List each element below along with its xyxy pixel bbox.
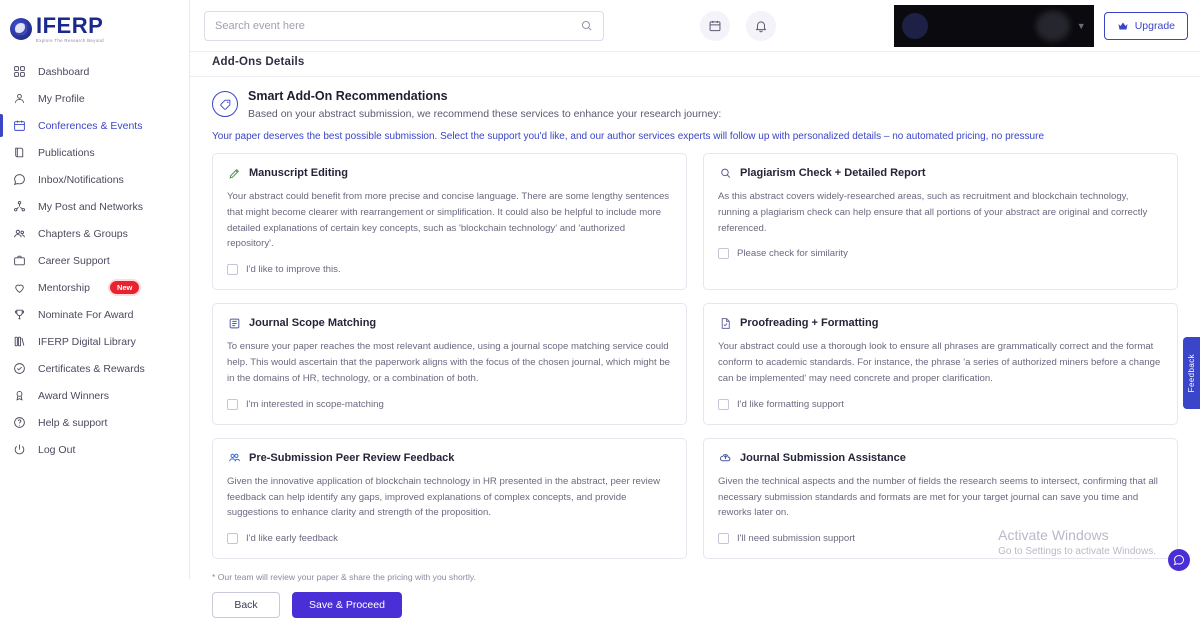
mentor-icon: [12, 281, 26, 295]
sidebar-item-publications[interactable]: [0, 139, 189, 166]
sidebar-item-my-profile[interactable]: [0, 85, 189, 112]
sidebar-item-label: Inbox/Notifications: [38, 173, 124, 186]
card-title: Journal Submission Assistance: [740, 451, 906, 464]
checkbox-icon[interactable]: [227, 264, 238, 275]
section-header: [190, 52, 1200, 77]
upload-cloud-icon: [718, 451, 732, 465]
addon-card-plagiarism-check[interactable]: [703, 153, 1178, 290]
briefcase-icon: [12, 254, 26, 268]
sidebar-item-mentorship[interactable]: [0, 274, 189, 301]
sidebar-item-label: Dashboard: [38, 65, 90, 78]
smart-recommendations-header: [212, 89, 1178, 120]
tag-icon: [212, 91, 238, 117]
recommendations-panel: [190, 77, 1200, 618]
sidebar-item-certificates-rewards[interactable]: [0, 355, 189, 382]
card-title: Plagiarism Check + Detailed Report: [740, 167, 926, 179]
card-checkbox-row[interactable]: [718, 399, 1163, 410]
card-title: Pre-Submission Peer Review Feedback: [249, 451, 455, 464]
form-actions: [212, 592, 1178, 618]
checkbox-icon[interactable]: [718, 533, 729, 544]
sidebar-item-label: Log Out: [38, 443, 76, 456]
sidebar-item-label: Mentorship: [38, 281, 90, 294]
card-checkbox-row[interactable]: [718, 248, 1163, 259]
card-description: Given the innovative application of blockchain technology in HR presented in the abstract, peer review feedback can help identify any gaps, improved explanations of complex concepts, and provide suggestions to enhance clarity and strength of the proposition.: [227, 475, 661, 519]
sidebar-item-label: Conferences & Events: [38, 119, 143, 132]
status-badge: New: [108, 279, 141, 296]
sidebar-item-log-out[interactable]: [0, 436, 189, 463]
sidebar-item-label: Career Support: [38, 254, 110, 267]
addon-card-proofreading-formatting[interactable]: [703, 303, 1178, 424]
certificate-icon: [12, 362, 26, 376]
upgrade-button[interactable]: [1104, 12, 1188, 40]
search-input[interactable]: [215, 20, 580, 32]
checkbox-label: I'm interested in scope-matching: [246, 398, 384, 410]
sidebar-item-dashboard[interactable]: [0, 58, 189, 85]
addon-card-journal-submission-assistance[interactable]: [703, 438, 1178, 559]
sidebar-item-nominate-for-award[interactable]: [0, 301, 189, 328]
brand-name: IFERP: [36, 12, 104, 38]
avatar-blur: [1036, 11, 1070, 41]
checkbox-label: I'd like formatting support: [737, 398, 844, 410]
sidebar-item-help-support[interactable]: [0, 409, 189, 436]
calendar-events-icon: [12, 119, 26, 133]
card-description: As this abstract covers widely-researched areas, such as recruitment and blockchain technology, running a plagiarism check can help ensure that all portions of your abstract are original and correctly referenced.: [718, 191, 1148, 234]
avatar: [902, 13, 928, 39]
card-title: Proofreading + Formatting: [740, 317, 879, 330]
smart-subtitle: Based on your abstract submission, we recommend these services to enhance your research journey:: [248, 108, 722, 120]
logo-globe-icon: [10, 18, 32, 40]
groups-icon: [12, 227, 26, 241]
brand-logo[interactable]: [0, 0, 189, 52]
sidebar-item-label: Help & support: [38, 416, 108, 429]
pricing-footnote: * Our team will review your paper & share the pricing with you shortly.: [212, 572, 476, 583]
user-icon: [12, 92, 26, 106]
sidebar-item-inbox-notifications[interactable]: [0, 166, 189, 193]
back-button[interactable]: Back: [212, 592, 280, 618]
dashboard-icon: [12, 65, 26, 79]
card-title: Manuscript Editing: [249, 167, 348, 179]
bell-icon[interactable]: [746, 11, 776, 41]
smart-title: Smart Add-On Recommendations: [248, 89, 448, 103]
card-description: Your abstract could use a thorough look to ensure all phrases are grammatically correct and the format conform to academic standards. For instance, the phrase 'a series of authorized miners before a change can be implemented' may need concrete and proper clarification.: [718, 341, 1161, 384]
card-checkbox-row[interactable]: [227, 533, 672, 544]
crown-icon: [1117, 20, 1129, 32]
card-description: To ensure your paper reaches the most relevant audience, using a journal scope matching service could help. This would ascertain that the paperwork aligns with the focus of the chosen journal, which might be in the domains of HR, technology, or a combination of both.: [227, 341, 670, 384]
search-icon[interactable]: [580, 19, 593, 32]
network-icon: [12, 200, 26, 214]
brand-tagline: Explore The Research Beyond: [36, 37, 104, 43]
chevron-down-icon[interactable]: ▼: [1076, 20, 1086, 31]
smart-note: Your paper deserves the best possible submission. Select the support you'd like, and our author services experts will follow up with personalized details – no automated pricing, no pressure: [212, 131, 1045, 142]
sidebar-item-iferp-digital-library[interactable]: [0, 328, 189, 355]
help-icon: [12, 416, 26, 430]
checkbox-label: I'd like early feedback: [246, 533, 338, 545]
save-and-proceed-button[interactable]: Save & Proceed: [292, 592, 402, 618]
sidebar-item-label: Publications: [38, 146, 95, 159]
sidebar-item-label: My Post and Networks: [38, 200, 144, 213]
pen-edit-icon: [227, 166, 241, 180]
sidebar-item-label: Certificates & Rewards: [38, 362, 145, 375]
addon-card-manuscript-editing[interactable]: [212, 153, 687, 290]
card-description: Your abstract could benefit from more precise and concise language. There are some lengthy sentences that might become clearer with rearrangement or simplification. It could also be helpful to include more detailed explanations of certain key concepts, such as 'blockchain technology' and 'authorized repository'.: [227, 191, 670, 250]
chat-icon[interactable]: [1168, 549, 1190, 571]
checkbox-label: I'd like to improve this.: [246, 264, 341, 276]
addon-card-pre-submission-peer-review[interactable]: [212, 438, 687, 559]
sidebar-item-my-post-and-networks[interactable]: [0, 193, 189, 220]
topbar: [190, 0, 1200, 52]
message-icon: [12, 173, 26, 187]
library-icon: [12, 335, 26, 349]
award-icon: [12, 389, 26, 403]
content-area: [190, 52, 1200, 612]
page-title: Add-Ons Details: [212, 56, 305, 68]
sidebar-item-award-winners[interactable]: [0, 382, 189, 409]
card-checkbox-row[interactable]: [718, 533, 1163, 544]
card-checkbox-row[interactable]: [227, 399, 672, 410]
addon-card-grid: [212, 153, 1178, 559]
checkbox-icon[interactable]: [227, 399, 238, 410]
book-icon: [12, 146, 26, 160]
peer-review-icon: [227, 451, 241, 465]
main-area: [190, 0, 1200, 612]
sidebar-item-label: Nominate For Award: [38, 308, 134, 321]
sidebar-item-label: Award Winners: [38, 389, 109, 402]
card-checkbox-row[interactable]: [227, 264, 672, 275]
sidebar-item-chapters-groups[interactable]: [0, 220, 189, 247]
calendar-icon[interactable]: [700, 11, 730, 41]
sidebar-item-label: Chapters & Groups: [38, 227, 128, 240]
upgrade-label: Upgrade: [1134, 19, 1175, 32]
watermark-line-1: Activate Windows: [998, 527, 1109, 543]
sidebar-item-conferences-events[interactable]: [0, 112, 189, 139]
sidebar: [0, 0, 190, 579]
sidebar-item-career-support[interactable]: [0, 247, 189, 274]
profile-menu[interactable]: [894, 5, 1094, 47]
card-description: Given the technical aspects and the number of fields the research seems to intersect, confirming that all necessary submission standards and formats are met for your target journal can save you time and reworks later on.: [718, 475, 1158, 519]
sidebar-item-label: My Profile: [38, 92, 85, 105]
feedback-tab[interactable]: [1183, 337, 1200, 409]
sidebar-nav: [0, 52, 189, 463]
checkbox-icon[interactable]: [227, 533, 238, 544]
watermark-line-2: Go to Settings to activate Windows.: [998, 546, 1156, 557]
journal-icon: [227, 316, 241, 330]
checkbox-icon[interactable]: [718, 399, 729, 410]
sidebar-item-label: IFERP Digital Library: [38, 335, 136, 348]
checkbox-icon[interactable]: [718, 248, 729, 259]
document-check-icon: [718, 316, 732, 330]
logout-icon: [12, 443, 26, 457]
checkbox-label: Please check for similarity: [737, 248, 848, 260]
magnifier-icon: [718, 166, 732, 180]
checkbox-label: I'll need submission support: [737, 533, 856, 545]
search-bar[interactable]: [204, 11, 604, 41]
feedback-tab-label: Feedback: [1187, 353, 1196, 393]
topbar-icons: [700, 11, 776, 41]
trophy-icon: [12, 308, 26, 322]
card-title: Journal Scope Matching: [249, 317, 377, 330]
addon-card-journal-scope-matching[interactable]: [212, 303, 687, 424]
